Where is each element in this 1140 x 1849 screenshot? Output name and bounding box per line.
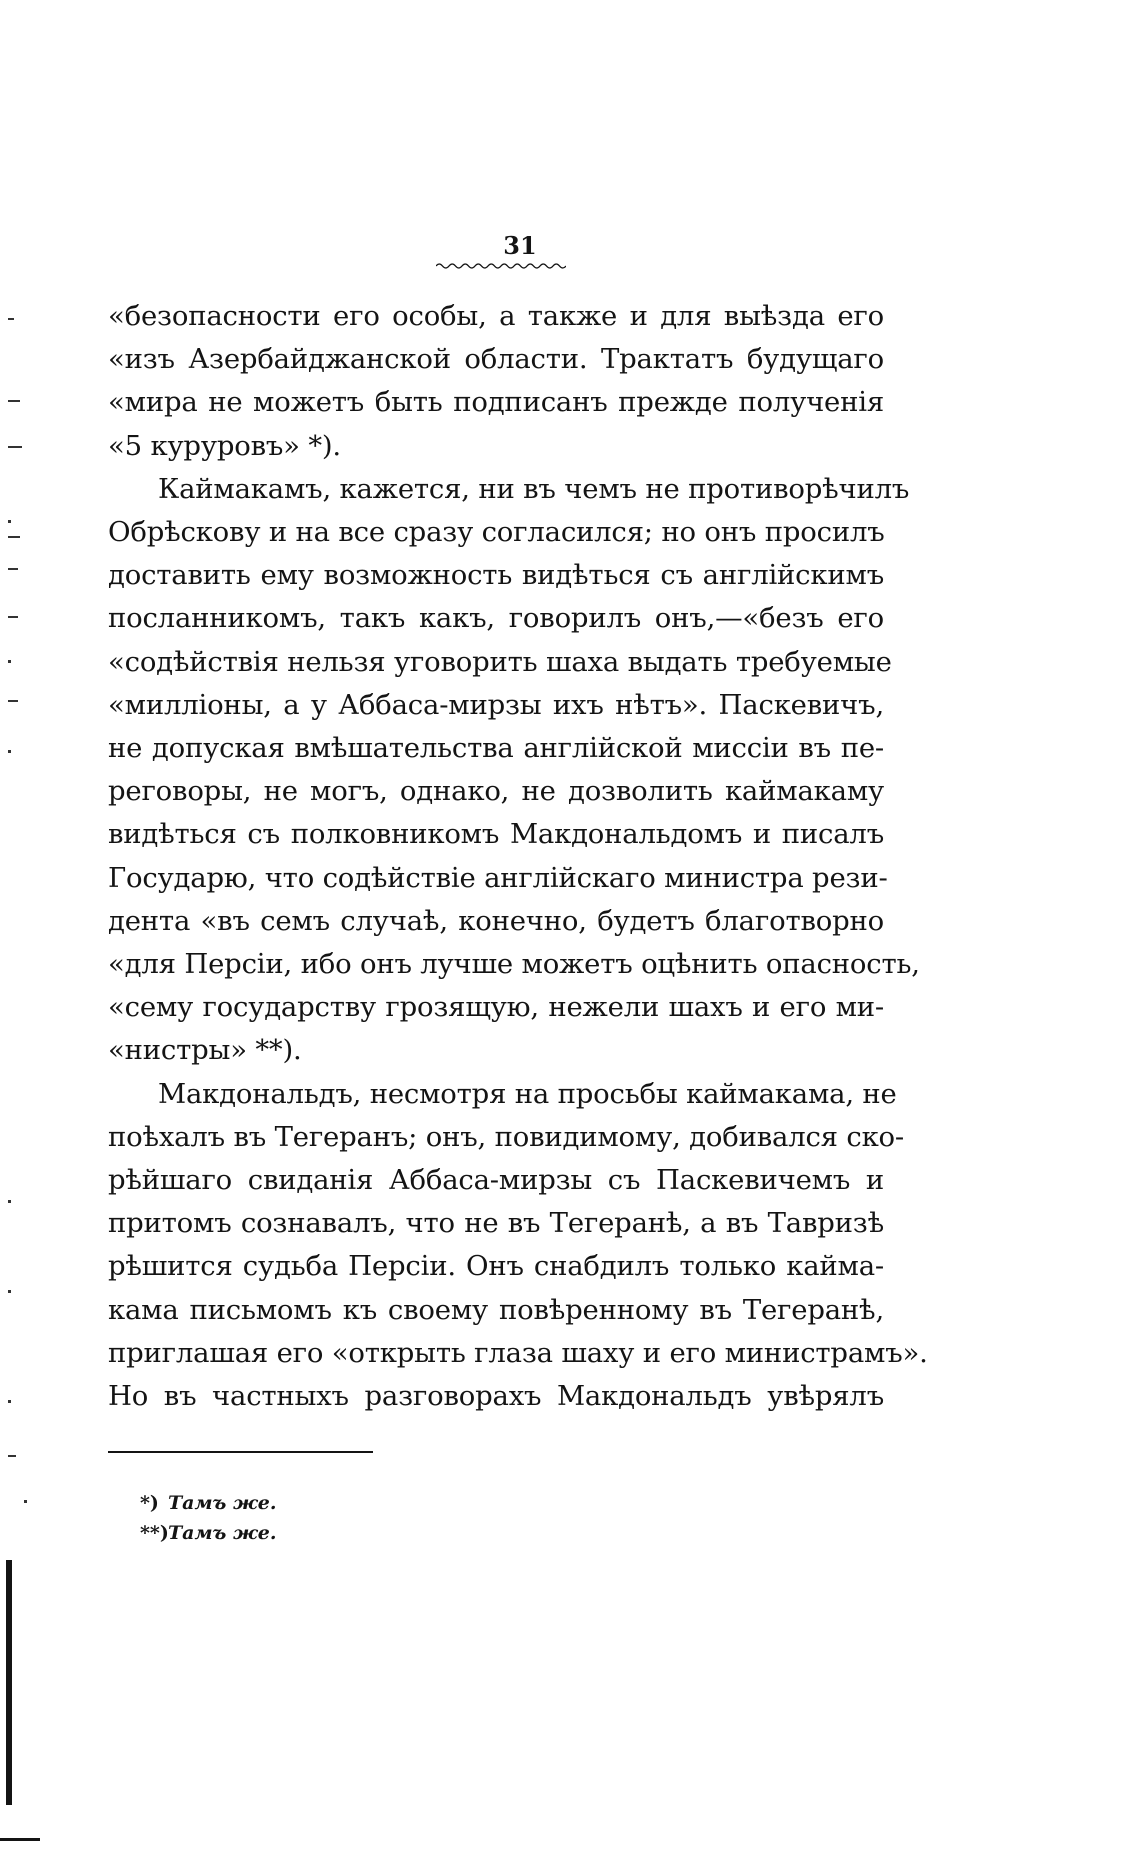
text-line: «милліоны, а у Аббаса-мирзы ихъ нѣтъ». Паскевичъ, (108, 688, 884, 721)
text-line: «изъ Азербайджанской области. Трактатъ будущаго (108, 343, 884, 376)
text-line: посланникомъ, такъ какъ, говорилъ онъ,—«безъ его (108, 602, 884, 635)
footnote (140, 1518, 276, 1548)
text-line: «для Персіи, ибо онъ лучше можетъ оцѣнить опасность, (108, 948, 920, 981)
paragraph (108, 468, 920, 1073)
footnote-divider (108, 1451, 373, 1453)
text-line: «нистры» **). (108, 1034, 302, 1067)
paragraph (108, 1073, 928, 1419)
footnote-text: Тамъ же. (168, 1492, 277, 1514)
text-line: поѣхалъ въ Тегеранъ; онъ, повидимому, добивался ско- (108, 1120, 905, 1153)
text-line: видѣться съ полковникомъ Макдональдомъ и писалъ (108, 818, 884, 851)
scan-margin-artifacts (0, 0, 40, 1849)
text-line: притомъ сознавалъ, что не въ Тегеранѣ, а въ Тавризѣ (108, 1207, 884, 1240)
text-line: Каймакамъ, кажется, ни въ чемъ не противорѣчилъ (158, 472, 910, 505)
text-line: «мира не можетъ быть подписанъ прежде полученія (108, 386, 884, 419)
text-line: «безопасности его особы, а также и для выѣзда его (108, 300, 884, 332)
footnote-mark: *) (140, 1492, 159, 1514)
footnotes (140, 1488, 276, 1548)
footnote (140, 1488, 276, 1518)
text-line: «сему государству грозящую, нежели шахъ и его ми- (108, 991, 884, 1024)
text-line: Но въ частныхъ разговорахъ Макдональдъ увѣрялъ (108, 1380, 884, 1413)
text-line: не допуская вмѣшательства англійской миссіи въ пе- (108, 732, 884, 765)
body-text (108, 295, 928, 1418)
text-line: Макдональдъ, несмотря на просьбы каймакама, не (158, 1077, 897, 1110)
text-line: Обрѣскову и на все сразу согласился; но онъ просилъ (108, 516, 885, 549)
footnote-mark: **) (140, 1522, 169, 1544)
text-line: «5 куруровъ» *). (108, 429, 341, 462)
page-number: 31 (503, 231, 537, 260)
text-line: приглашая его «открыть глаза шаху и его министрамъ». (108, 1336, 928, 1369)
text-line: «содѣйствія нельзя уговорить шаха выдать требуемые (108, 645, 892, 678)
text-line: дента «въ семъ случаѣ, конечно, будетъ благотворно (108, 904, 884, 937)
text-line: рѣйшаго свиданія Аббаса-мирзы съ Паскевичемъ и (108, 1164, 884, 1197)
text-line: кама письмомъ къ своему повѣренному въ Тегеранѣ, (108, 1293, 884, 1326)
text-line: рѣшится судьба Персіи. Онъ снабдилъ только кайма- (108, 1250, 884, 1283)
text-line: доставить ему возможность видѣться съ англійскимъ (108, 559, 884, 592)
footnote-text: Тамъ же. (168, 1522, 277, 1544)
text-line: Государю, что содѣйствіе англійскаго министра рези- (108, 861, 888, 894)
paragraph (108, 295, 884, 468)
header-wavy-rule (436, 262, 566, 270)
text-line: реговоры, не могъ, однако, не дозволить каймакаму (108, 775, 884, 808)
